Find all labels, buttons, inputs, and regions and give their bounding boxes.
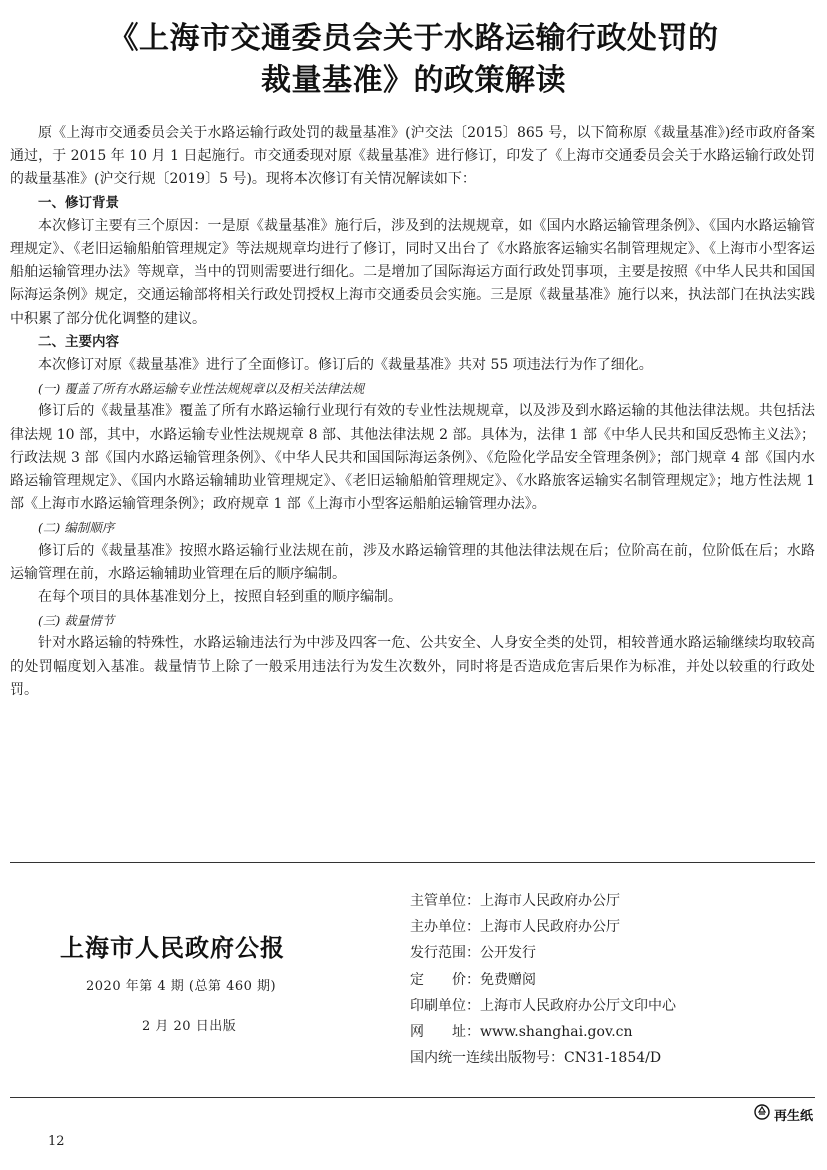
info-row-website [410,1019,676,1045]
info-value: 上海市人民政府办公厅 [480,919,620,936]
info-label: 印刷单位： [410,997,480,1014]
subsection-paragraph-order-2: 在每个项目的具体基准划分上，按照自轻到重的顺序编制。 [38,589,402,606]
info-value: 上海市人民政府办公厅文印中心 [480,997,676,1014]
info-row-printer [410,993,676,1019]
subsection-paragraph-order: 修订后的《裁量基准》按照水路运输行业法规在前，涉及水路运输管理的其他法律法规在后；位阶高在前，位阶低在后；水路运输管理在前，水路运输辅助业管理在后的顺序编制。 [10,542,815,582]
info-value-website[interactable]: www.shanghai.gov.cn [480,1024,633,1041]
subsection-heading-discretion: (三) 裁量情节 [38,613,115,629]
recycle-icon [754,1104,770,1124]
info-label: 国内统一连续出版物号： [410,1050,564,1067]
article-title-line2: 裁量基准》的政策解读 [261,63,566,98]
page-number: 12 [48,1134,65,1149]
section-paragraph-main-content: 本次修订对原《裁量基准》进行了全面修订。修订后的《裁量基准》共对 55 项违法行为作了细化。 [38,357,653,374]
info-row-supervisor [410,888,676,914]
info-row-price [410,967,676,993]
subsection-heading-order: (二) 编制顺序 [38,520,115,536]
footer-divider [10,1097,815,1098]
section-heading-main-content: 二、主要内容 [38,333,119,350]
info-value: 公开发行 [480,945,536,962]
subsection-paragraph-discretion: 针对水路运输的特殊性，水路运输违法行为中涉及四客一危、公共安全、人身安全类的处罚，相较普通水路运输继续均取较高的处罚幅度划入基准。裁量情节上除了一般采用违法行为发生次数外，同时将是否造成危害后果作为标准，并处以较重的行政处罚。 [10,635,815,698]
info-value: CN31-1854/D [564,1050,662,1067]
recycled-paper-mark [754,1104,813,1124]
info-label: 定 价： [410,971,480,988]
article-title [0,18,827,102]
info-label: 主管单位： [410,893,480,909]
gazette-title: 上海市人民政府公报 [60,934,285,962]
masthead-top-divider [10,862,815,863]
article-body [10,122,815,702]
subsection-heading-coverage: (一) 覆盖了所有水路运输专业性法规规章以及相关法律法规 [38,381,365,397]
info-label: 网 址： [410,1024,480,1041]
info-value: 上海市人民政府办公厅 [480,893,620,909]
info-value: 免费赠阅 [480,971,536,988]
section-heading-background: 一、修订背景 [38,194,119,211]
intro-paragraph: 原《上海市交通委员会关于水路运输行政处罚的裁量基准》(沪交法〔2015〕865 号，以下简称原《裁量基准》)经市政府备案通过，于 2015 年 10 月 1 日起施行。市交通委现对原《裁量基准》进行修订，印发了《上海市交通委员会关于水路运输行政处罚的裁量基准》(沪交行规〔2019〕5 号)。现将本次修订有关情况解读如下： [10,125,815,188]
info-row-sponsor [410,914,676,940]
subsection-paragraph-coverage: 修订后的《裁量基准》覆盖了所有水路运输行业现行有效的专业性法规规章，以及涉及到水路运输的其他法律法规。共包括法律法规 10 部，其中，水路运输专业性法规规章 8 部、其他法律法规 2 部。具体为，法律 1 部《中华人民共和国反恐怖主义法》；行政法规 3 部《国内水路运输管理条例》、《中华人民共和国国际海运条例》、《危险化学品安全管理条例》；部门规章 4 部《国内水路运输管理规定》、《国内水路运输辅助业管理规定》、《老旧运输船舶管理规定》、《水路旅客运输实名制管理规定》；地方性法规 1 部《上海市水路运输管理条例》；政府规章 1 部《上海市小型客运船舶运输管理办法》。 [10,403,815,513]
info-label: 主办单位： [410,919,480,936]
gazette-issue: 2020 年第 4 期 (总第 460 期) [86,979,277,994]
article-title-line1: 《上海市交通委员会关于水路运输行政处罚的 [108,21,719,56]
info-row-distribution [410,940,676,966]
publication-info [410,888,676,1071]
info-row-serial-number [410,1045,676,1071]
info-label: 发行范围： [410,945,480,962]
gazette-date: 2 月 20 日出版 [142,1019,237,1034]
recycle-label: 再生纸 [773,1108,813,1124]
section-paragraph-background: 本次修订主要有三个原因：一是原《裁量基准》施行后，涉及到的法规规章，如《国内水路运输管理条例》、《国内水路运输管理规定》、《老旧运输船舶管理规定》等法规规章均进行了修订，同时又出台了《水路旅客运输实名制管理规定》、《上海市小型客运船舶运输管理办法》等规章，当中的罚则需要进行细化。二是增加了国际海运方面行政处罚事项，主要是按照《中华人民共和国国际海运条例》规定，交通运输部将相关行政处罚授权上海市交通委员会实施。三是原《裁量基准》施行以来，执法部门在执法实践中积累了部分优化调整的建议。 [10,217,815,327]
